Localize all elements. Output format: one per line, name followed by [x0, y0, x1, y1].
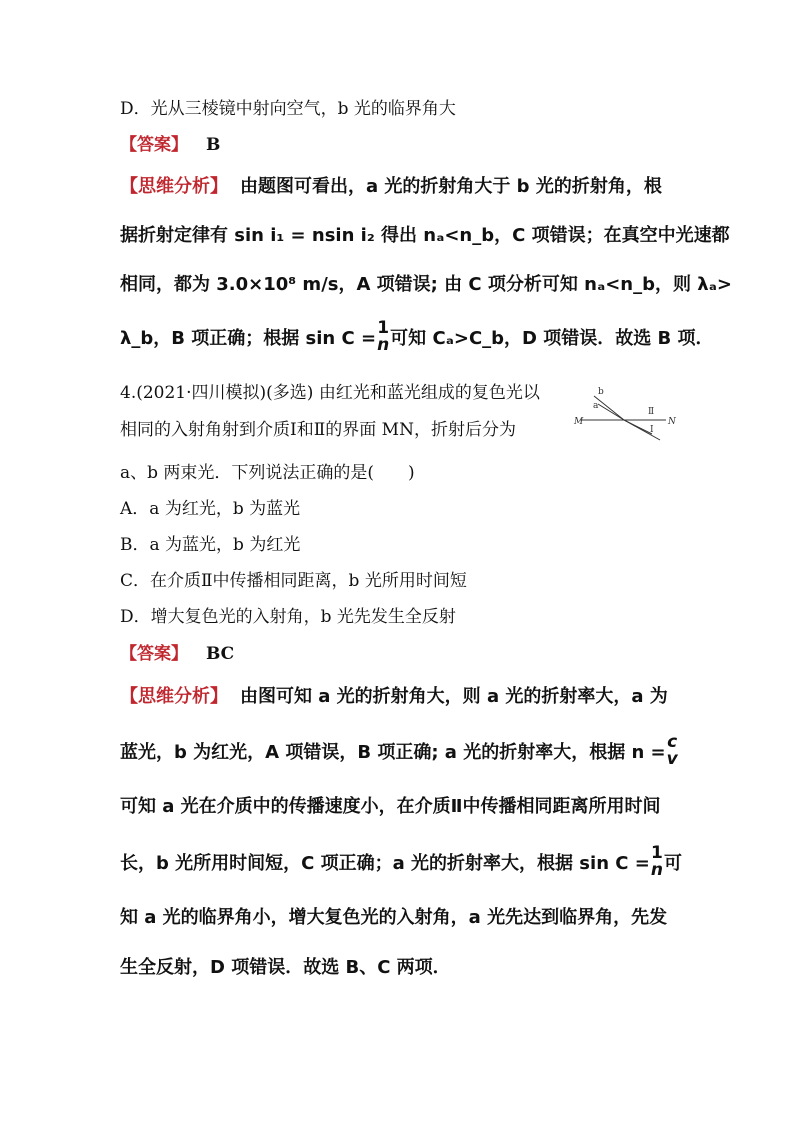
incident-ray-b — [594, 396, 624, 420]
q3-answer-line — [120, 133, 220, 157]
q3-analysis-line-2: 据折射定律有 sin i₁ = nsin i₂ 得出 nₐ<n_b，C 项错误；在真空中光速都 — [120, 225, 730, 246]
label-medium-ii: Ⅱ — [648, 407, 655, 417]
q4-stem-line-1: 4.(2021·四川模拟)(多选) 由红光和蓝光组成的复色光以 — [120, 383, 540, 403]
incident-ray-a — [598, 404, 624, 420]
fraction-1-over-n: 1 n — [377, 318, 390, 355]
refraction-diagram — [572, 382, 682, 442]
label-medium-i: Ⅰ — [650, 425, 654, 435]
label-m: M — [574, 417, 584, 427]
q3-analysis-line-4: λ_b，B 项正确；根据 sin C = 1 n 可知 Cₐ>C_b，D 项错误．故选 B 项． — [120, 318, 714, 355]
refracted-ray-2 — [624, 420, 652, 434]
q4-analysis-line-3: 可知 a 光在介质中的传播速度小，在介质Ⅱ中传播相同距离所用时间 — [120, 796, 661, 817]
q4-analysis-line-5: 知 a 光的临界角小，增大复色光的入射角，a 光先达到临界角，先发 — [120, 907, 668, 928]
q4-answer: BC — [206, 644, 235, 664]
answer-tag: 【答案】 — [120, 644, 188, 664]
q3-option-d: D．光从三棱镜中射向空气，b 光的临界角大 — [120, 99, 456, 119]
q4-option-c: C．在介质Ⅱ中传播相同距离，b 光所用时间短 — [120, 571, 467, 591]
label-b: b — [598, 387, 604, 397]
q4-analysis-line-2: 蓝光，b 为红光，A 项错误，B 项正确; a 光的折射率大，根据 n = c v — [120, 732, 678, 769]
q4-option-d: D．增大复色光的入射角，b 光先发生全反射 — [120, 607, 456, 627]
q3-analysis-line-1: 【思维分析】 由题图可看出，a 光的折射角大于 b 光的折射角，根 — [120, 176, 662, 197]
answer-tag: 【答案】 — [120, 135, 188, 155]
q4-option-b: B．a 为蓝光，b 为红光 — [120, 535, 301, 555]
q4-analysis-line-6: 生全反射，D 项错误．故选 B、C 两项． — [120, 957, 451, 978]
q4-answer-line — [120, 642, 234, 666]
fraction-c-over-v: c v — [666, 732, 678, 769]
q3-answer: B — [206, 135, 221, 155]
analysis-tag: 【思维分析】 — [120, 176, 228, 197]
q4-analysis-line-4: 长，b 光所用时间短，C 项正确；a 光的折射率大，根据 sin C = 1 n 可 — [120, 843, 682, 880]
q4-analysis-line-1: 【思维分析】 由图可知 a 光的折射角大，则 a 光的折射率大，a 为 — [120, 686, 668, 707]
q4-stem-line-2: 相同的入射角射到介质Ⅰ和Ⅱ的界面 MN，折射后分为 — [120, 420, 516, 440]
analysis-tag: 【思维分析】 — [120, 686, 228, 707]
q3-analysis-line-3: 相同，都为 3.0×10⁸ m/s，A 项错误; 由 C 项分析可知 nₐ<n_b，则 λₐ> — [120, 274, 732, 295]
fraction-1-over-n: 1 n — [650, 843, 663, 880]
q4-stem-line-3: a、b 两束光．下列说法正确的是( ) — [120, 463, 415, 483]
q4-option-a: A．a 为红光，b 为蓝光 — [120, 499, 301, 519]
label-a: a — [593, 401, 599, 411]
label-n: N — [668, 417, 676, 427]
